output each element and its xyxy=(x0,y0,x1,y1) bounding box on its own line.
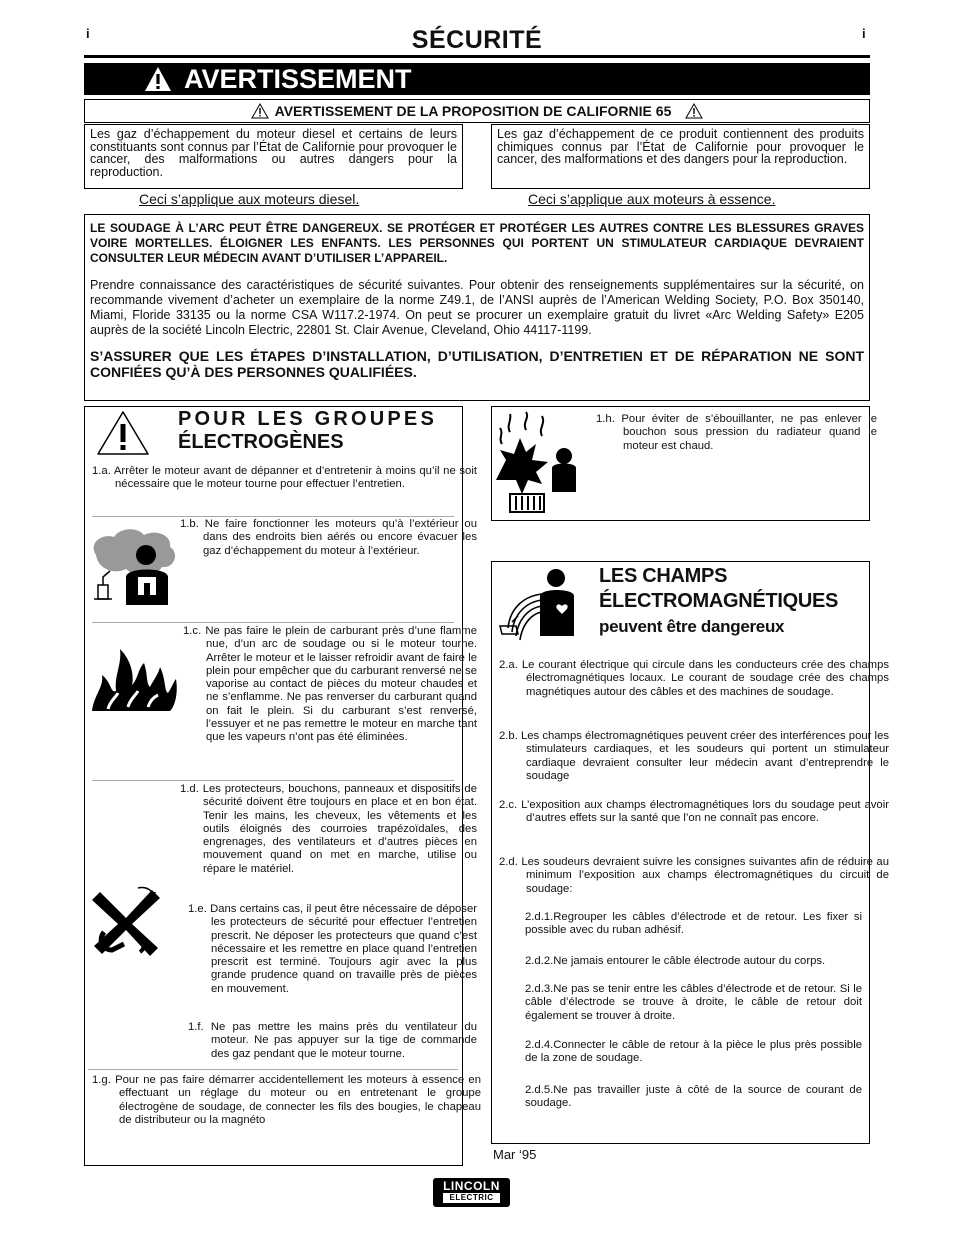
lincoln-electric-logo xyxy=(433,1178,510,1207)
california-title: AVERTISSEMENT DE LA PROPOSITION DE CALIFORNIE 65 xyxy=(274,103,672,119)
divider xyxy=(92,622,454,623)
flame-icon xyxy=(88,635,180,715)
footer-date: Mar ‘95 xyxy=(493,1147,537,1162)
item-1d: 1.d. Les protecteurs, bouchons, panneaux et dispositifs de sécurité doivent être toujours en place et en bon état. Tenir les mains, les cheveux, les vêtements et les outils éloignés des courroies trapézoïdales, des engrenages, des ventilateurs et d’autres pièces en mouvement quand on met en marche, utilise ou répare le matériel. xyxy=(180,783,477,875)
warning-closing: S’ASSURER QUE LES ÉTAPES D’INSTALLATION, D’UTILISATION, D’ENTRETIEN ET DE RÉPARATION NE SONT CONFIÉES QU’À DES PERSONNES QUALIFIÉES. xyxy=(90,348,864,380)
warning-triangle-icon xyxy=(685,103,703,119)
title-rule xyxy=(84,55,870,58)
generators-heading-line2-text: ÉLECTROGÈNES xyxy=(178,431,344,453)
emf-heading-line1: LES CHAMPS xyxy=(599,565,728,587)
item-2b: 2.b. Les champs électromagnétiques peuvent créer des interférences pour les stimulateurs cardiaques, et les soudeurs qui portent un stimulateur cardiaque devraient consulter leur médecin avant d’entreprendre le soudage xyxy=(499,730,889,782)
logo-top-text: LINCOLN xyxy=(443,1179,500,1193)
page-number-right: i xyxy=(862,26,866,41)
hot-radiator-icon xyxy=(492,410,580,516)
emf-heading-line2: ÉLECTROMAGNÉTIQUES xyxy=(599,590,839,612)
exclamation-triangle-icon xyxy=(96,410,150,456)
divider xyxy=(92,516,454,517)
moving-parts-hand-icon xyxy=(90,884,164,958)
divider xyxy=(88,1069,458,1070)
california-title-bar xyxy=(84,99,870,123)
item-2d4: 2.d.4.Connecter le câble de retour à la pièce le plus près possible de la zone de soudage. xyxy=(525,1039,862,1065)
item-1h: 1.h. Pour éviter de s’ébouillanter, ne pas enlever le bouchon sous pression du radiateur quand le moteur est chaud. xyxy=(596,413,877,452)
warning-triangle-icon xyxy=(144,66,172,92)
california-diesel-box xyxy=(84,124,463,189)
banner-title: AVERTISSEMENT xyxy=(184,63,412,94)
california-gasoline-box xyxy=(491,124,870,189)
page-number-left: i xyxy=(86,26,90,41)
diesel-applies-note: Ceci s’applique aux moteurs diesel. xyxy=(139,191,360,207)
item-1a: 1.a. Arrêter le moteur avant de dépanner et d’entretenir à moins qu’il ne soit nécessaire que le moteur tourne pour effectuer l’entretien. xyxy=(92,465,477,491)
warning-intro: LE SOUDAGE À L’ARC PEUT ÊTRE DANGEREUX. SE PROTÉGER ET PROTÉGER LES AUTRES CONTRE LES BLESSURES GRAVES VOIRE MORTELLES. ÉLOIGNER LES ENFANTS. LES PERSONNES QUI PORTENT UN STIMULATEUR CARDIAQUE DEVRAIENT CONSULTER LEUR MÉDECIN AVANT D’UTILISER L’APPAREIL. xyxy=(90,221,864,265)
warning-banner xyxy=(84,63,870,95)
item-2d3: 2.d.3.Ne pas se tenir entre les câbles d’électrode et de retour. Si le câble d’électrode se trouve à droite, le câble de retour doit également se trouver à droite. xyxy=(525,983,862,1022)
warning-triangle-icon xyxy=(251,103,269,119)
electromagnetic-field-icon xyxy=(496,566,588,646)
item-1b: 1.b. Ne faire fonctionner les moteurs qu’à l’extérieur ou dans des endroits bien aérés ou encore évacuer les gaz d’échappement du moteur à l’extérieur. xyxy=(180,518,477,557)
emf-heading xyxy=(599,564,838,639)
item-2d5: 2.d.5.Ne pas travailler juste à côté de la source de courant de soudage. xyxy=(525,1084,862,1110)
item-1f: 1.f. Ne pas mettre les mains près du ventilateur du moteur. Ne pas appuyer sur la tige de commande des gaz pendant que le moteur tourne. xyxy=(188,1021,477,1060)
emf-heading-line3: peuvent être dangereux xyxy=(599,617,785,636)
warning-body: Prendre connaissance des caractéristiques de sécurité suivantes. Pour obtenir des renseignements supplémentaires sur la sécurité, on recommande vivement d’acheter un exemplaire de la norme Z49.1, de l’ANSI auprès de l’American Welding Society, P.O. Box 350140, Miami, Floride 33135 ou la norme CSA W117.2-1974. On peut se procurer un exemplaire gratuit du livret «Arc Welding Safety» E205 auprès de la société Lincoln Electric, 22801 St. Clair Avenue, Cleveland, Ohio 44117-1199. xyxy=(90,278,864,337)
item-1g: 1.g. Pour ne pas faire démarrer accidentellement les moteurs à essence en effectuant un réglage du moteur ou en entretenant le groupe électrogène de soudage, de connecter les fils des bougies, le chapeau de distributeur ou la magnéto xyxy=(92,1074,481,1126)
item-2c: 2.c. L’exposition aux champs électromagnétiques lors du soudage peut avoir d’autres effets sur la santé que l’on ne connaît pas encore. xyxy=(499,799,889,825)
gasoline-applies-note: Ceci s’applique aux moteurs à essence. xyxy=(528,191,776,207)
california-gasoline-text: Les gaz d’échappement de ce produit contiennent des produits chimiques connus par l’État de Californie pour provoquer le cancer, des malformations et des dangers pour la reproduction. xyxy=(497,127,864,166)
item-2a: 2.a. Le courant électrique qui circule dans les conducteurs crée des champs électromagnétiques locaux. Le courant de soudage crée des champs magnétiques autour des câbles et des machines de soudage. xyxy=(499,659,889,698)
item-2d2: 2.d.2.Ne jamais entourer le câble électrode autour du corps. xyxy=(525,955,826,967)
section-title: SÉCURITÉ xyxy=(411,26,543,54)
item-1c: 1.c. Ne pas faire le plein de carburant près d’une flamme nue, d’un arc de soudage ou si le moteur tourne. Arrêter le moteur et le laisser refroidir avant de faire le plein pour empêcher que du carburant renversé ne se vaporise au contact de pièces du moteur chaudes et ne s’enflamme. Ne pas renverser du carburant quand on fait le plein. Si du carburant s’est renversé, l’essuyer et ne pas remettre le moteur en marche tant que les vapeurs n’ont pas été éliminées. xyxy=(183,625,477,744)
item-1e: 1.e. Dans certains cas, il peut être nécessaire de déposer les protecteurs de sécurité pour effectuer l’entretien prescrit. Ne déposer les protecteurs que quand c’est nécessaire et les remettre en place quand l’entretien prescrit est terminé. Toujours agir avec la plus grande prudence quand on travaille près de pièces en mouvement. xyxy=(188,903,477,995)
item-2d: 2.d. Les soudeurs devraient suivre les consignes suivantes afin de réduire au minimum l’exposition aux champs électromagnétiques du circuit de soudage: xyxy=(499,856,889,895)
logo-bottom-text: ELECTRIC xyxy=(443,1193,500,1203)
exhaust-fumes-icon xyxy=(88,525,180,610)
arc-welding-warning-box xyxy=(84,214,870,401)
generators-heading-line1-text: POUR LES GROUPES xyxy=(178,408,438,430)
divider xyxy=(92,780,454,781)
california-diesel-text: Les gaz d’échappement du moteur diesel et certains de leurs constituants sont connus par l’État de Californie pour provoquer le cancer, des malformations ou autres dangers pour la reproduction. xyxy=(90,127,457,179)
item-2d1: 2.d.1.Regrouper les câbles d’électrode et de retour. Les fixer si possible avec du ruban adhésif. xyxy=(525,911,862,937)
